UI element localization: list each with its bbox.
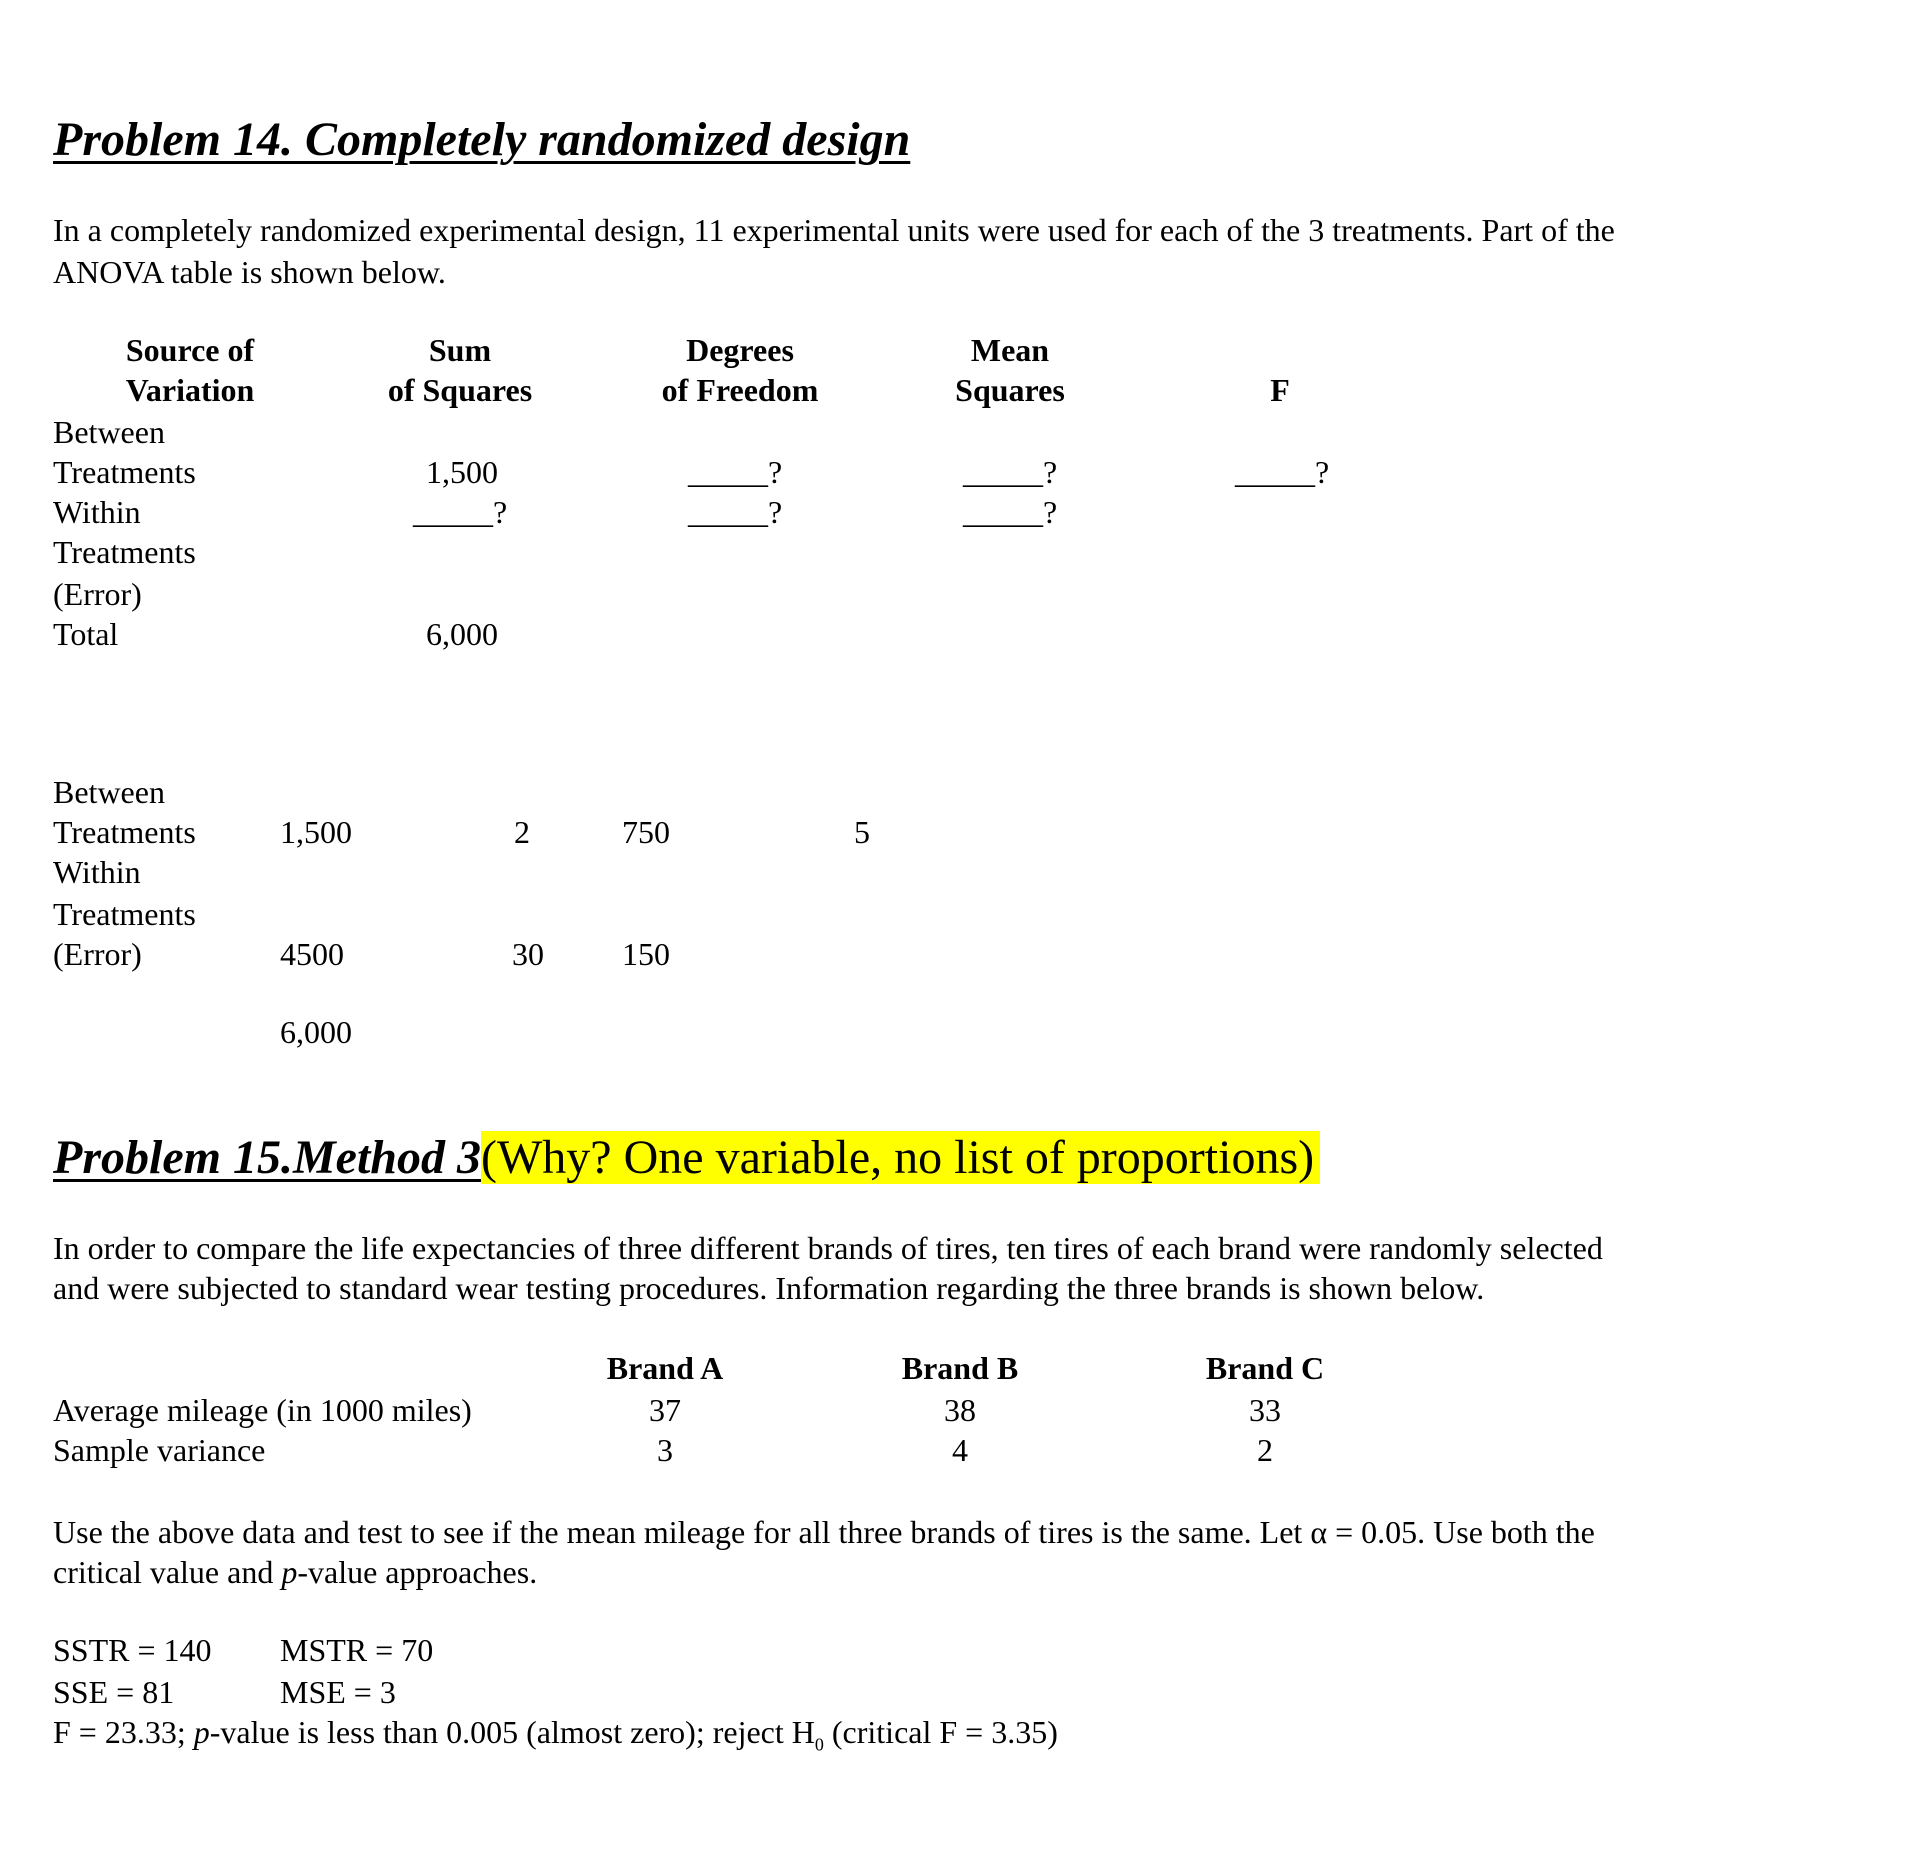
ms-between-blank: _____? [963, 454, 1058, 490]
problem-15-intro-line1: In order to compare the life expectancies of three different brands of tires, ten tires of each brand were randomly selected [53, 1230, 1603, 1266]
header-ms-line1: Mean [970, 332, 1050, 368]
row-between-label-line1: Between [53, 414, 165, 450]
problem-14-title: Problem 14. Completely randomized design [53, 113, 911, 166]
answer-ms-within: 150 [622, 936, 670, 972]
answer-df-within: 30 [512, 936, 544, 972]
problem-14-intro-line2: ANOVA table is shown below. [53, 254, 446, 290]
brand-b-header: Brand B [901, 1350, 1019, 1386]
brand-a-header: Brand A [606, 1350, 724, 1386]
df-between-blank: _____? [688, 454, 783, 490]
ms-within-blank: _____? [963, 494, 1058, 530]
problem-15-intro-line2: and were subjected to standard wear testing procedures. Information regarding the three brands is shown below. [53, 1270, 1485, 1306]
brand-b-variance: 4 [952, 1432, 968, 1468]
brand-a-variance: 3 [657, 1432, 673, 1468]
mstr-value: MSTR = 70 [280, 1632, 434, 1668]
header-f: F [1270, 372, 1290, 408]
problem-15-title: Problem 15.Method 3 [53, 1131, 481, 1184]
problem-14-intro-line1: In a completely randomized experimental design, 11 experimental units were used for each of the 3 treatments. Part of the [53, 212, 1615, 248]
answer-ss-between: 1,500 [280, 814, 352, 850]
answer-between-label-line1: Between [53, 774, 165, 810]
brand-a-mileage: 37 [649, 1392, 681, 1428]
ss-total-value: 6,000 [426, 616, 498, 652]
answer-within-label-line1: Within [53, 854, 141, 890]
brand-c-variance: 2 [1257, 1432, 1273, 1468]
answer-between-label-line2: Treatments [53, 814, 196, 850]
ss-within-blank: _____? [413, 494, 508, 530]
sstr-value: SSTR = 140 [53, 1632, 212, 1668]
alpha-symbol: α [1310, 1514, 1328, 1550]
brand-c-mileage: 33 [1249, 1392, 1281, 1428]
row-within-label-line3: (Error) [53, 576, 142, 612]
header-ms-line2: Squares [955, 372, 1065, 408]
header-df-line2: of Freedom [661, 372, 819, 408]
task-line1: Use the above data and test to see if the mean mileage for all three brands of tires is the same. Let α = 0.05. Use both the [53, 1514, 1595, 1550]
problem-15-highlight-note: (Why? One variable, no list of proportions) [481, 1131, 1320, 1184]
header-source-line2: Variation [125, 372, 255, 408]
answer-within-label-line2: Treatments [53, 896, 196, 932]
answer-ss-total: 6,000 [280, 1014, 352, 1050]
avg-mileage-label: Average mileage (in 1000 miles) [53, 1392, 472, 1428]
problem-15-heading [53, 1130, 1320, 1186]
answer-f: 5 [854, 814, 870, 850]
row-within-label-line2: Treatments [53, 534, 196, 570]
header-ss-line1: Sum [428, 332, 492, 368]
result-line: F = 23.33; p-value is less than 0.005 (almost zero); reject $H_0$ (critical F = 3.35) [53, 1714, 1058, 1755]
answer-ss-within: 4500 [280, 936, 344, 972]
header-ss-line2: of Squares [387, 372, 533, 408]
sample-variance-label: Sample variance [53, 1432, 266, 1468]
brand-b-mileage: 38 [944, 1392, 976, 1428]
header-source-line1: Source of [125, 332, 255, 368]
task-line2: critical value and p-value approaches. [53, 1554, 538, 1590]
brand-c-header: Brand C [1205, 1350, 1325, 1386]
row-total-label: Total [53, 616, 119, 652]
df-within-blank: _____? [688, 494, 783, 530]
ss-between-value: 1,500 [426, 454, 498, 490]
answer-df-between: 2 [514, 814, 530, 850]
mse-value: MSE = 3 [280, 1674, 396, 1710]
header-df-line1: Degrees [686, 332, 794, 368]
row-within-label-line1: Within [53, 494, 141, 530]
answer-within-label-line3: (Error) [53, 936, 142, 972]
row-between-label-line2: Treatments [53, 454, 196, 490]
answer-ms-between: 750 [622, 814, 670, 850]
sse-value: SSE = 81 [53, 1674, 175, 1710]
f-between-blank: _____? [1235, 454, 1330, 490]
